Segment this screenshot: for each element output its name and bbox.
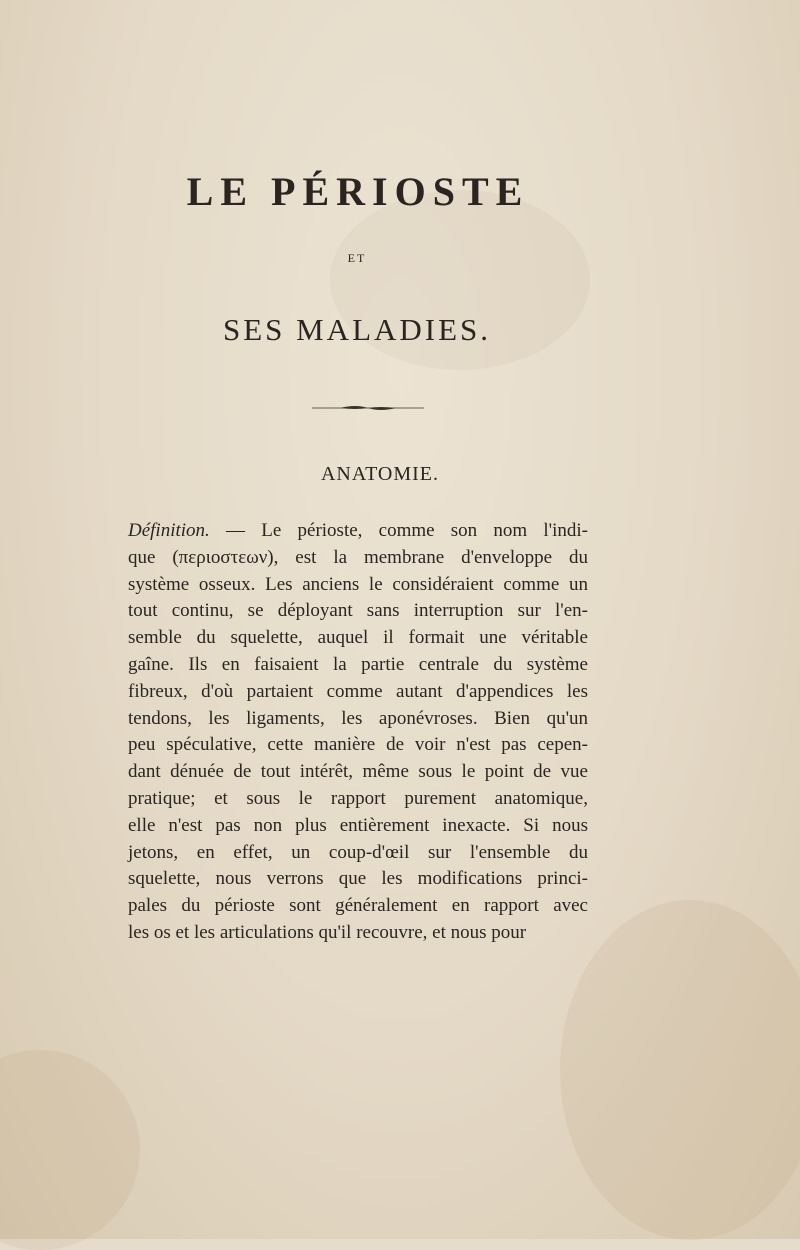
paragraph-line: pratique; et sous le rapport purement anatomique, — [128, 787, 588, 809]
paragraph-line: squelette, nous verrons que les modifications princi- — [128, 868, 588, 890]
paragraph-line: tendons, les ligaments, les aponévroses. Bien qu'un — [128, 707, 588, 729]
paper-stain — [560, 900, 800, 1240]
paragraph-line: semble du squelette, auquel il formait une véritable — [128, 627, 588, 649]
paragraph-line: que (περιοστεων), est la membrane d'enveloppe du — [128, 546, 588, 568]
page-subtitle: SES MALADIES. — [222, 312, 492, 347]
paragraph-line: dant dénuée de tout intérêt, même sous le point de vue — [128, 761, 588, 783]
paragraph-line-text: — Le périoste, comme son nom l'indi- — [209, 520, 588, 541]
page-title: LE PÉRIOSTE — [186, 169, 530, 214]
paper-stain — [0, 1050, 140, 1250]
ornamental-rule — [312, 401, 424, 415]
body-paragraph — [128, 518, 588, 947]
paragraph-line: les os et les articulations qu'il recouvre, et nous pour — [128, 921, 527, 943]
paragraph-line — [128, 518, 588, 545]
paragraph-line: peu spéculative, cette manière de voir n'est pas cepen- — [128, 734, 588, 756]
paragraph-line: fibreux, d'où partaient comme autant d'appendices les — [128, 680, 588, 702]
paragraph-line: système osseux. Les anciens le considéraient comme un — [128, 573, 588, 595]
paragraph-lead: Définition. — [128, 520, 210, 541]
title-conjunction: ET — [347, 251, 367, 265]
paragraph-line: gaîne. Ils en faisaient la partie centrale du système — [128, 653, 588, 675]
section-heading: ANATOMIE. — [320, 463, 440, 485]
paragraph-line: pales du périoste sont généralement en rapport avec — [128, 895, 588, 917]
paragraph-line: tout continu, se déployant sans interruption sur l'en- — [128, 600, 588, 622]
paragraph-line: elle n'est pas non plus entièrement inexacte. Si nous — [128, 814, 588, 836]
paragraph-line: jetons, en effet, un coup-d'œil sur l'ensemble du — [128, 841, 588, 863]
